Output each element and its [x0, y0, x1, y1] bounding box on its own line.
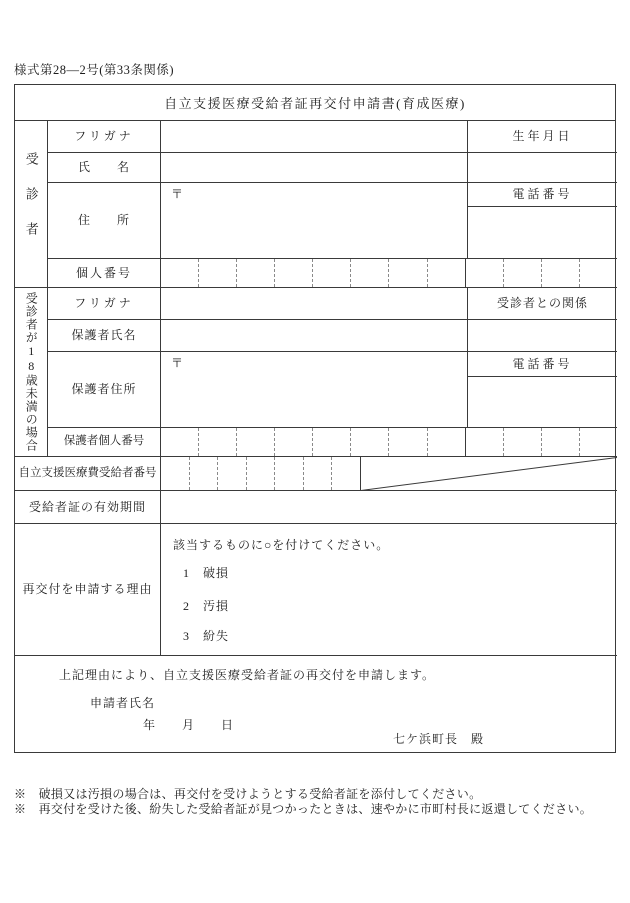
guardian-personal-number-digit-grid[interactable] — [161, 428, 617, 457]
guardian-section-side-label: 受診者が18歳未満の場合 — [15, 288, 48, 457]
patient-address-field[interactable] — [161, 183, 468, 259]
declaration-text: 上記理由により、自立支援医療受給者証の再交付を申請します。 — [59, 668, 436, 682]
reapplication-reason-label: 再交付を申請する理由 — [15, 524, 161, 656]
patient-section-side-label: 受診者 — [15, 121, 48, 288]
reason-instruction: 該当するものに○を付けてください。 — [173, 538, 390, 552]
patient-address-label: 住 所 — [48, 183, 161, 259]
reason-option-lost[interactable]: 3 紛失 — [183, 629, 230, 643]
guardian-name-label: 保護者氏名 — [48, 320, 161, 352]
guardian-phone-field[interactable] — [468, 377, 617, 428]
footer-notes — [14, 787, 592, 816]
patient-name-label: 氏 名 — [48, 153, 161, 183]
note-attach-certificate: ※ 破損又は汚損の場合は、再交付を受けようとする受給者証を添付してください。 — [14, 787, 482, 801]
patient-furigana-label: フリガナ — [48, 121, 161, 153]
validity-period-label: 受給者証の有効期間 — [15, 491, 161, 524]
patient-furigana-field[interactable] — [161, 121, 468, 153]
guardian-furigana-field[interactable] — [161, 288, 468, 320]
recipient-number-digit-grid[interactable] — [161, 457, 361, 491]
guardian-relation-field[interactable] — [468, 320, 617, 352]
patient-phone-field[interactable] — [468, 207, 617, 259]
patient-phone-label: 電話番号 — [468, 183, 617, 207]
patient-name-field[interactable] — [161, 153, 468, 183]
recipient-number-label: 自立支援医療費受給者番号 — [15, 457, 161, 491]
reason-option-soiled[interactable]: 2 汚損 — [183, 599, 230, 613]
applicant-name-label: 申請者氏名 — [90, 696, 156, 710]
guardian-furigana-label: フリガナ — [48, 288, 161, 320]
postal-mark: 〒 — [171, 187, 184, 201]
date-placeholder[interactable]: 年 月 日 — [143, 718, 235, 732]
guardian-address-label: 保護者住所 — [48, 352, 161, 428]
guardian-relation-label: 受診者との関係 — [468, 288, 617, 320]
guardian-address-field[interactable] — [161, 352, 468, 428]
form-code-label: 様式第28―2号(第33条関係) — [14, 63, 175, 77]
diagonal-strike-line — [361, 457, 617, 491]
guardian-personal-number-label: 保護者個人番号 — [48, 428, 161, 457]
recipient-number-struck-cell — [361, 457, 617, 491]
patient-birth-date-field[interactable] — [468, 153, 617, 183]
patient-birth-date-label: 生年月日 — [468, 121, 617, 153]
patient-personal-number-label: 個人番号 — [48, 259, 161, 288]
patient-personal-number-digit-grid[interactable] — [161, 259, 617, 288]
reapplication-reason-content — [161, 524, 617, 656]
application-form-table — [14, 84, 616, 753]
addressee-label: 七ケ浜町長 殿 — [393, 732, 485, 746]
guardian-phone-label: 電話番号 — [468, 352, 617, 377]
guardian-name-field[interactable] — [161, 320, 468, 352]
note-return-certificate: ※ 再交付を受けた後、紛失した受給者証が見つかったときは、速やかに市町村長に返還してください。 — [14, 801, 593, 816]
declaration-signature-block — [15, 656, 615, 753]
form-title: 自立支援医療受給者証再交付申請書(育成医療) — [15, 85, 615, 121]
postal-mark: 〒 — [171, 356, 184, 370]
validity-period-field[interactable] — [161, 491, 617, 524]
reason-option-damaged[interactable]: 1 破損 — [183, 566, 230, 580]
